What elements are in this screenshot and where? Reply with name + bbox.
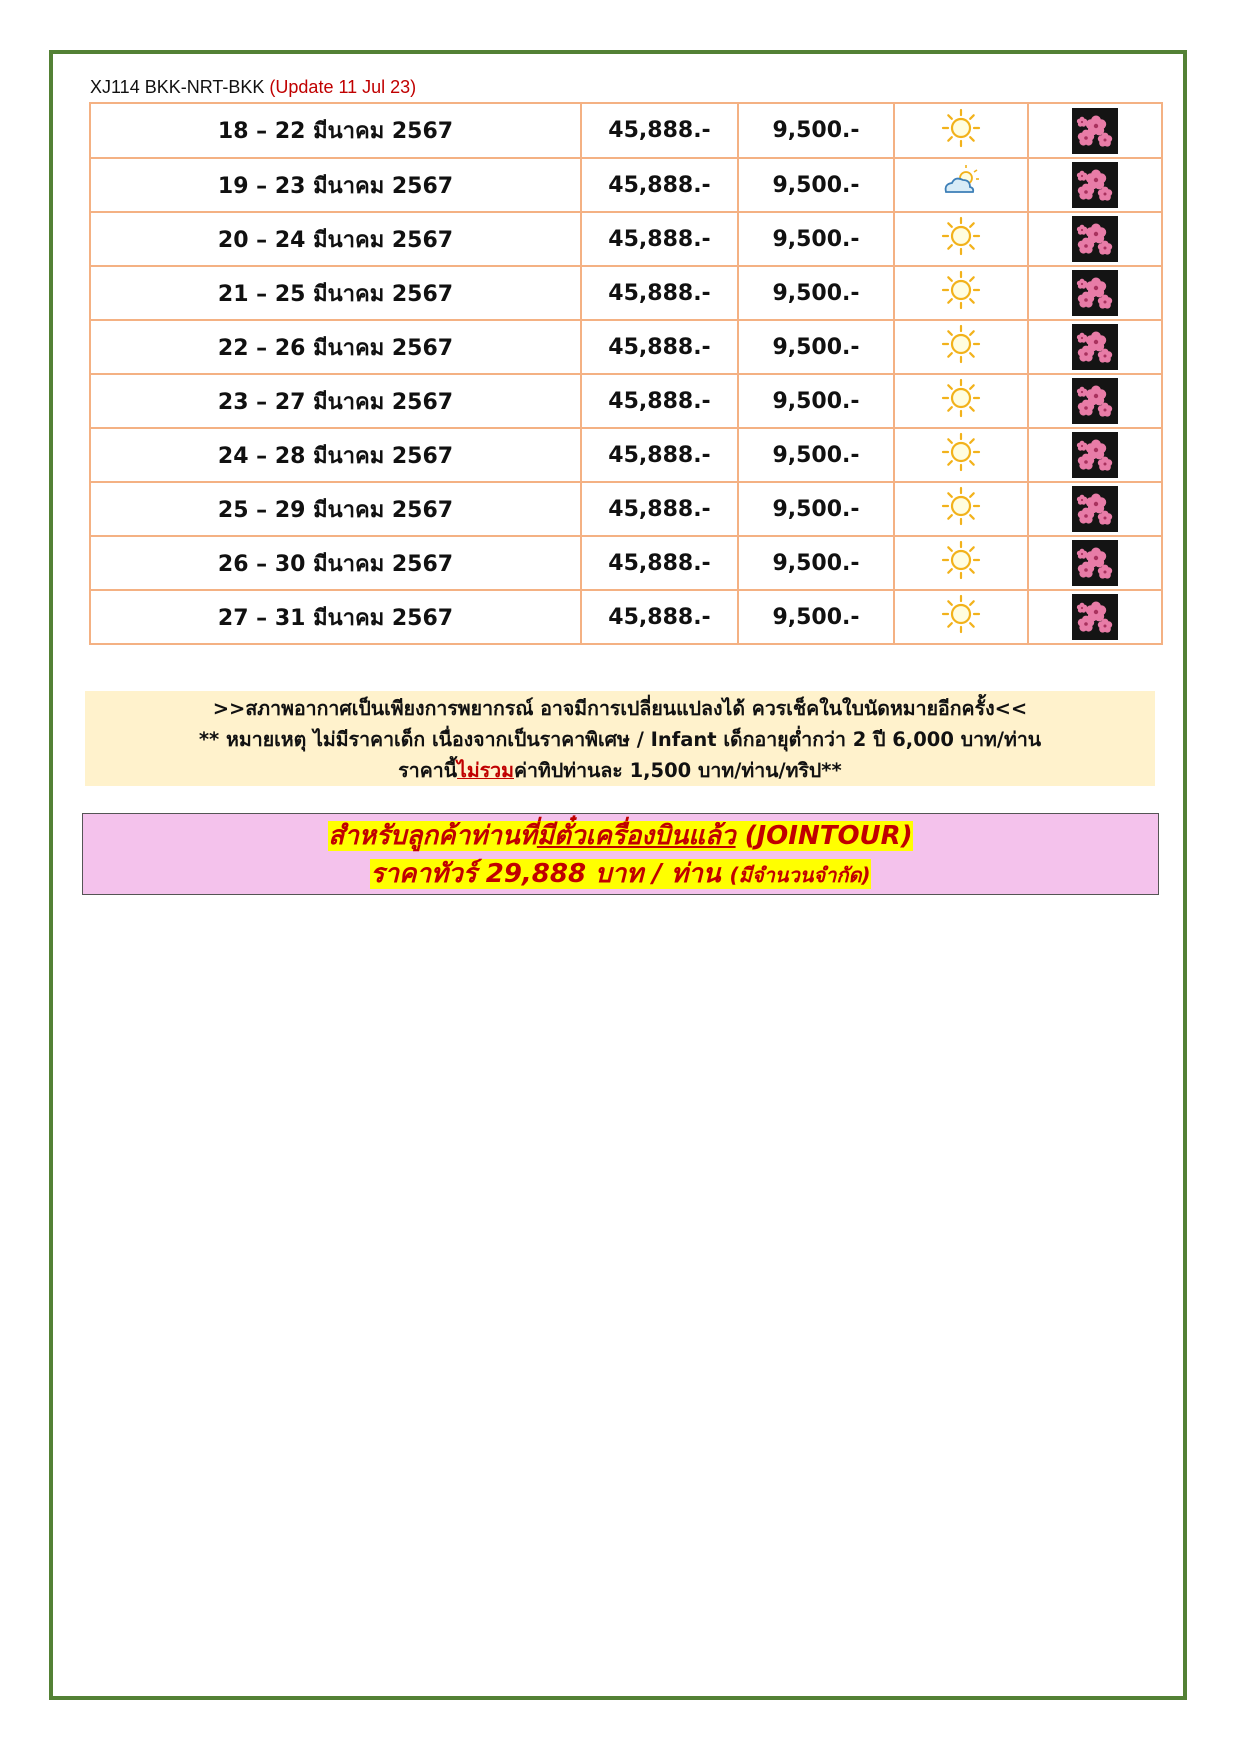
sakura-icon <box>1072 162 1118 208</box>
promo-price: ราคาทัวร์ 29,888 บาท / ท่าน <box>370 859 730 889</box>
table-row <box>90 482 1162 536</box>
not-included-label: ไม่รวม <box>457 759 514 782</box>
season-cell <box>1028 590 1162 644</box>
single-supplement: 9,500.- <box>738 266 894 320</box>
sakura-icon <box>1072 108 1118 154</box>
sun-icon <box>938 432 984 478</box>
travel-dates: 25 – 29 มีนาคม 2567 <box>90 482 581 536</box>
table-row <box>90 374 1162 428</box>
weather-cell <box>894 482 1028 536</box>
single-supplement: 9,500.- <box>738 590 894 644</box>
single-supplement: 9,500.- <box>738 374 894 428</box>
sakura-icon <box>1072 324 1118 370</box>
travel-dates: 27 – 31 มีนาคม 2567 <box>90 590 581 644</box>
tour-price: 45,888.- <box>581 428 738 482</box>
tour-price: 45,888.- <box>581 482 738 536</box>
tour-price: 45,888.- <box>581 103 738 158</box>
season-cell <box>1028 536 1162 590</box>
tour-price: 45,888.- <box>581 212 738 266</box>
season-cell <box>1028 428 1162 482</box>
notice-line-3 <box>85 755 1155 786</box>
table-row <box>90 103 1162 158</box>
season-cell <box>1028 212 1162 266</box>
tour-price: 45,888.- <box>581 590 738 644</box>
season-cell <box>1028 320 1162 374</box>
sun-icon <box>938 378 984 424</box>
season-cell <box>1028 103 1162 158</box>
weather-cell <box>894 590 1028 644</box>
schedule-table <box>89 102 1163 645</box>
weather-cell <box>894 320 1028 374</box>
travel-dates: 19 – 23 มีนาคม 2567 <box>90 158 581 212</box>
single-supplement: 9,500.- <box>738 320 894 374</box>
tour-price: 45,888.- <box>581 320 738 374</box>
promo-line-1 <box>83 819 1158 853</box>
flight-code: XJ114 BKK-NRT-BKK <box>90 77 265 97</box>
cloud-sun-icon <box>938 164 984 206</box>
weather-notice <box>85 691 1155 786</box>
sakura-icon <box>1072 270 1118 316</box>
table-row <box>90 212 1162 266</box>
single-supplement: 9,500.- <box>738 212 894 266</box>
travel-dates: 26 – 30 มีนาคม 2567 <box>90 536 581 590</box>
promo-line-1-a: สำหรับลูกค้าท่านที่ <box>328 821 537 851</box>
sun-icon <box>938 540 984 586</box>
weather-cell <box>894 158 1028 212</box>
table-row <box>90 536 1162 590</box>
table-row <box>90 266 1162 320</box>
tour-price: 45,888.- <box>581 536 738 590</box>
single-supplement: 9,500.- <box>738 536 894 590</box>
season-cell <box>1028 482 1162 536</box>
season-cell <box>1028 158 1162 212</box>
page-header <box>90 77 416 98</box>
notice-line-3-c: ค่าทิปท่านละ 1,500 บาท/ท่าน/ทริป** <box>514 759 842 782</box>
table-row <box>90 590 1162 644</box>
sun-icon <box>938 486 984 532</box>
sun-icon <box>938 324 984 370</box>
weather-cell <box>894 374 1028 428</box>
notice-line-1: >>สภาพอากาศเป็นเพียงการพยากรณ์ อาจมีการเปลี่ยนแปลงได้ ควรเช็คในใบนัดหมายอีกครั้ง<< <box>212 697 1028 720</box>
single-supplement: 9,500.- <box>738 103 894 158</box>
sakura-icon <box>1072 216 1118 262</box>
sun-icon <box>938 108 984 154</box>
table-row <box>90 428 1162 482</box>
travel-dates: 22 – 26 มีนาคม 2567 <box>90 320 581 374</box>
single-supplement: 9,500.- <box>738 482 894 536</box>
table-row <box>90 320 1162 374</box>
sun-icon <box>938 216 984 262</box>
season-cell <box>1028 374 1162 428</box>
promo-line-2 <box>83 857 1158 892</box>
update-date: (Update 11 Jul 23) <box>269 77 417 97</box>
travel-dates: 21 – 25 มีนาคม 2567 <box>90 266 581 320</box>
weather-cell <box>894 266 1028 320</box>
tour-price: 45,888.- <box>581 158 738 212</box>
weather-cell <box>894 103 1028 158</box>
sakura-icon <box>1072 486 1118 532</box>
travel-dates: 23 – 27 มีนาคม 2567 <box>90 374 581 428</box>
weather-cell <box>894 212 1028 266</box>
jointour-promo <box>82 813 1159 895</box>
promo-line-1-c: (JOINTOUR) <box>735 821 913 851</box>
single-supplement: 9,500.- <box>738 428 894 482</box>
travel-dates: 18 – 22 มีนาคม 2567 <box>90 103 581 158</box>
promo-limited: (มีจำนวนจำกัด) <box>729 863 871 887</box>
single-supplement: 9,500.- <box>738 158 894 212</box>
notice-line-3-a: ราคานี้ <box>398 759 458 782</box>
promo-line-1-b: มีตั๋วเครื่องบินแล้ว <box>536 821 736 851</box>
sun-icon <box>938 270 984 316</box>
sakura-icon <box>1072 594 1118 640</box>
sakura-icon <box>1072 432 1118 478</box>
tour-price: 45,888.- <box>581 266 738 320</box>
sakura-icon <box>1072 540 1118 586</box>
travel-dates: 20 – 24 มีนาคม 2567 <box>90 212 581 266</box>
tour-price: 45,888.- <box>581 374 738 428</box>
sun-icon <box>938 594 984 640</box>
travel-dates: 24 – 28 มีนาคม 2567 <box>90 428 581 482</box>
season-cell <box>1028 266 1162 320</box>
notice-line-2: ** หมายเหตุ ไม่มีราคาเด็ก เนื่องจากเป็นราคาพิเศษ / Infant เด็กอายุต่ำกว่า 2 ปี 6,000 บาท/ท่าน <box>198 728 1042 751</box>
table-row <box>90 158 1162 212</box>
weather-cell <box>894 428 1028 482</box>
weather-cell <box>894 536 1028 590</box>
sakura-icon <box>1072 378 1118 424</box>
